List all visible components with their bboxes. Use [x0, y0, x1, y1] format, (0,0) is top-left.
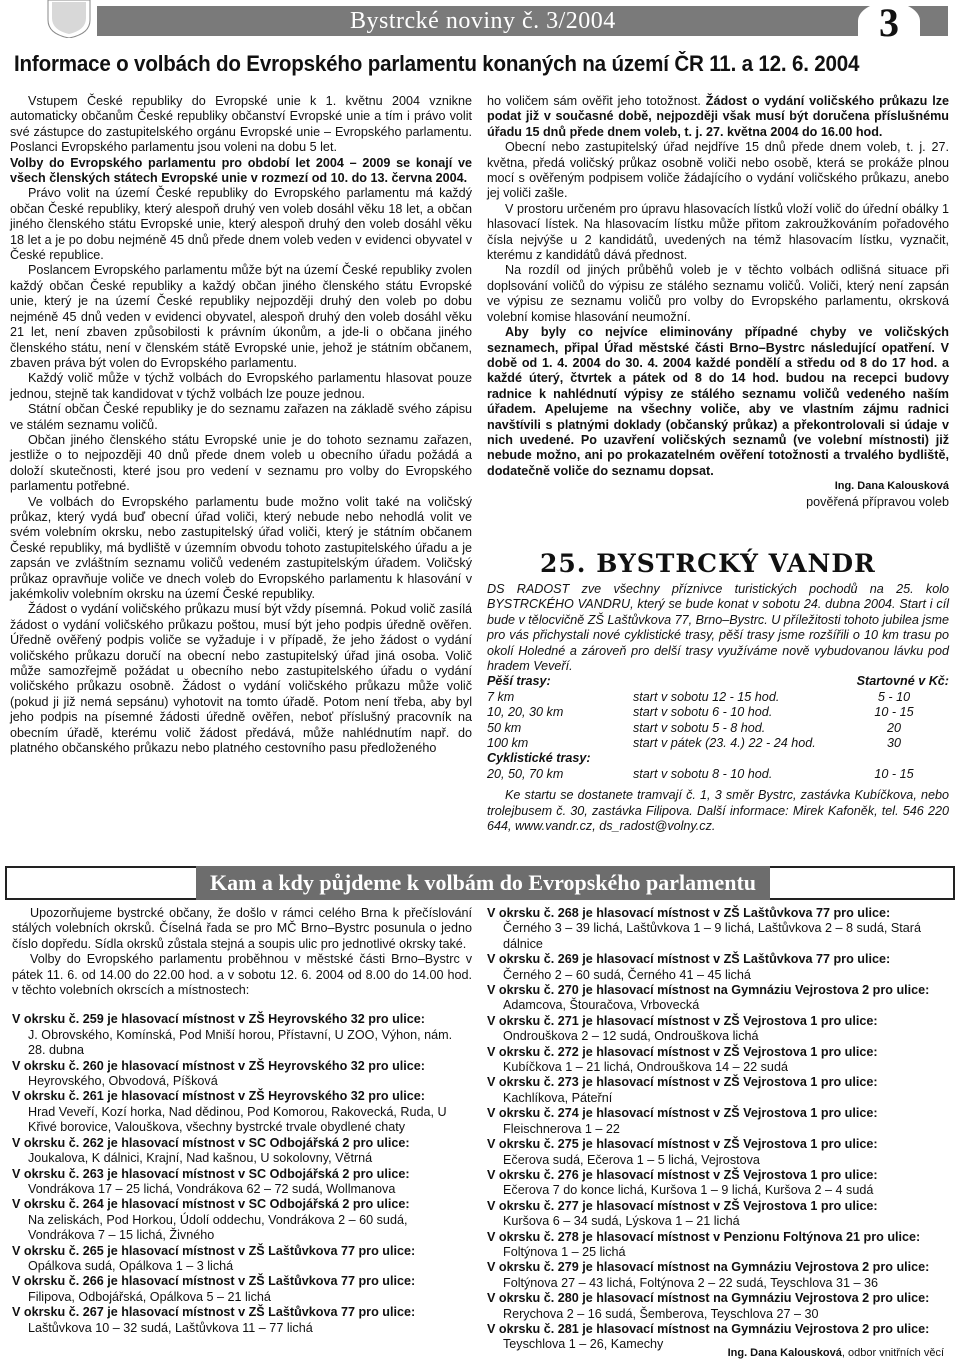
district-head: V okrsku č. 267 je hlasovací místnost v ZŠ Laštůvkova 77 pro ulice:: [12, 1305, 416, 1320]
route-start: start v pátek (23. 4.) 22 - 24 hod.: [633, 736, 816, 751]
district-head: V okrsku č. 272 je hlasovací místnost v ZŠ Vejrostova 1 pro ulice:: [487, 1044, 878, 1059]
page-number: 3: [879, 0, 899, 45]
district-list: [487, 906, 949, 1353]
district-head: V okrsku č. 273 je hlasovací místnost v ZŠ Vejrostova 1 pro ulice:: [487, 1075, 878, 1090]
vandr-outro: Ke startu se dostanete tramvají č. 1, 3 směr Bystrc, zastávka Kubíčkova, nebo trolejbusem č. 30, zastávka Filipova. Další informace: Mirek Kafoněk, tel. 546 220 644, www.vandr.cz, ds_radost@volny.cz.: [487, 788, 949, 834]
list-item: [487, 1075, 949, 1106]
table-row: [487, 705, 949, 720]
list-item: [487, 906, 949, 952]
district-head: V okrsku č. 260 je hlasovací místnost v ZŠ Heyrovského 32 pro ulice:: [12, 1058, 425, 1073]
footer-role: , odbor vnitřních věcí: [841, 1347, 944, 1359]
list-item: [487, 1014, 949, 1045]
district-head: V okrsku č. 261 je hlasovací místnost v ZŠ Heyrovského 32 pro ulice:: [12, 1089, 425, 1104]
table-row: [487, 690, 949, 705]
district-head: V okrsku č. 271 je hlasovací místnost v ZŠ Vejrostova 1 pro ulice:: [487, 1013, 878, 1028]
district-streets: Fleischnerova 1 – 22: [503, 1121, 620, 1136]
district-head: V okrsku č. 276 je hlasovací místnost v ZŠ Vejrostova 1 pro ulice:: [487, 1167, 878, 1182]
district-streets: Adamcova, Štouračova, Vrbovecká: [503, 998, 700, 1013]
district-streets: Vondrákova 17 – 25 lichá, Vondrákova 62 – 72 sudá, Wollmanova: [28, 1181, 396, 1196]
district-streets: Laštůvkova 10 – 32 sudá, Laštůvkova 11 – 77 lichá: [28, 1320, 313, 1335]
district-head: V okrsku č. 270 je hlasovací místnost na Gymnáziu Vejrostova 2 pro ulice:: [487, 983, 930, 998]
district-streets: Rerychova 2 – 16 sudá, Šemberova, Teyschlova 27 – 30: [503, 1306, 819, 1321]
paragraph: Vstupem České republiky do Evropské unie k 1. květnu 2004 vznikne automaticky občanům České republiky občanství Evropské unie a tím i právo volit své zástupce do zastupitelského orgánu Evropské unie – Evropského parlamentu. Poslanci Evropského parlamentu jsou voleni na dobu 5 let.: [10, 94, 472, 155]
district-streets: Foltýnova 27 – 43 lichá, Foltýnova 2 – 22 sudá, Teyschlova 31 – 36: [503, 1275, 879, 1290]
paragraph: Volby do Evropského parlamentu proběhnou v městské části Brno–Bystrc v pátek 11. 6. od 14.00 do 22.00 hod. a v sobotu 12. 6. 2004 od 8.00 do 14.00 hod. v těchto volebních okrscích a místnostech:: [12, 952, 472, 998]
paragraph: Ve volbách do Evropského parlamentu bude možno volit také na voličský průkaz, který vydá buď obecní úřad voliči, který nebude nebo nehodlá volit ve svém volebním okrsku, nebo zastupitelský úřad voliči, který je státním občanem České republiky, má bydliště v územním obvodu tohoto zastupitelského úřadu a je zapsán ve zvláštním seznamu voličů vedeném zastupitelským úřadem. Voličský průkaz opravňuje voliče ve dnech voleb do Evropského parlamentu k hlasování v jakémkoliv volebním okrsku na území České republiky.: [10, 494, 472, 601]
masthead: [0, 0, 960, 48]
paper-name: Bystrcké noviny č. 3/2004: [350, 8, 616, 34]
district-streets: Ečerova 7 do konce lichá, Kuršova 1 – 9 lichá, Kuršova 2 – 4 sudá: [503, 1183, 874, 1198]
list-item: [487, 952, 949, 983]
paragraph: Občan jiného členského státu Evropské unie je do tohoto seznamu zařazen, jestliže o to nejpozději 40 dnů přede dnem voleb u obecního úřadu požádá a doloží skutečnosti, které jsou pro vedení v seznamu pro volby do Evropského parlamentu potřebné.: [10, 432, 472, 494]
paragraph-bold: Aby byly co nejvíce eliminovány případné chyby ve voličských seznamech, připal Úřad městské části Brno–Bystrc následující opatření. V době od 1. 4. 2004 do 30. 4. 2004 každé pondělí a středu od 8 do 17 hod. a každé úterý, čtvrtek a pátek od 8 do 14 hod. budou na recepci budovy radnice k nahlédnutí výpisy ze stálého seznamu voličů vedeného naším úřadem. Apelujeme na všechny voliče, aby ve vlastním zájmu radnici navštívili s platnými doklady (občanský průkaz) a překontrolovali si údaje v nich uvedené. Po uzavření voličských seznamů (ve volební místnosti) již nebude možno, ani po prokazatelném ověření totožnosti a trvalého bydliště, dodatečně voliče do seznamu dopsat.: [487, 325, 949, 478]
list-item: [487, 1291, 949, 1322]
district-streets: Na zeliskách, Pod Horkou, Údolí oddechu, Vondrákova 2 – 60 sudá, Vondrákova 7 – 15 lichá, Živného: [28, 1212, 408, 1243]
route-table-header: [487, 674, 949, 689]
list-item: [12, 1197, 472, 1243]
vandr-article: [487, 582, 949, 835]
box-left-column: [12, 906, 472, 1336]
paragraph: Poslancem Evropského parlamentu může být na území České republiky zvolen každý občan České republiky a každý občan jiného členského státu Evropské unie, který je na území České republiky nejpozději druhý den voleb po dobu nejméně 45 dnů veden v evidenci obyvatel, alespoň druhý den voleb dosáhl věku 21 let, není zbaven způsobilosti k právním úkonům, a jde-li o občana jiného členského státu, není v členském státě Evropské unie, jehož je státním občanem, zbaven práva být volen do Evropského parlamentu.: [10, 263, 472, 370]
footer-name: Ing. Dana Kalousková: [727, 1347, 842, 1359]
district-head: V okrsku č. 277 je hlasovací místnost v ZŠ Vejrostova 1 pro ulice:: [487, 1198, 878, 1213]
district-head: V okrsku č. 275 je hlasovací místnost v ZŠ Vejrostova 1 pro ulice:: [487, 1137, 878, 1152]
signature: [487, 479, 949, 494]
district-streets: Opálkova sudá, Opálkova 1 – 3 lichá: [28, 1258, 234, 1273]
paragraph: V prostoru určeném pro úpravu hlasovacích lístků vloží volič do úřední obálky 1 hlasovací lístek. Na hlasovacím lístku může přitom zakroužkováním pořadového čísla nejvýše u 2 kandidátů, uvedených na témž hlasovacím lístku, vyznačit, kterému z kandidátů dává přednost.: [487, 201, 949, 263]
list-item: [487, 1199, 949, 1230]
list-item: [487, 1137, 949, 1168]
list-item: [487, 983, 949, 1014]
box-right-column: [487, 906, 949, 1353]
route-distance: 100 km: [487, 736, 529, 751]
paragraph: Žádost o vydání voličského průkazu musí být vždy písemná. Pokud volič zasílá žádost o vydání voličského průkazu poštou, musí být jeho podpis úředně ověřen. Úředně ověřený podpis voliče se vyžaduje i v případě, že jeho žádost o vydání voličského průkazu doručí na obecní nebo zastupitelský úřad jiná osoba. Volič může samozřejmě požádat u obecního nebo zastupitelského úřadu o vydání voličského průkazu osobně. Žádost o vydání voličského průkazu může volič (pokud ji již nemá sepsánu) vyhotovit na tomto úřadě. Potom není třeba, aby byl jeho podpis na písemné žádosti úředně ověřen, neboť příslušný pracovník na obecním úřadě, kterému volič žádost předává, může nahlédnutím např. do platného občanského průkazu nebo platného cestovního pasu předloženého: [10, 602, 472, 756]
signature-role: pověřená přípravou voleb: [806, 494, 949, 509]
vandr-title: 25. BYSTRCKÝ VANDR: [540, 549, 876, 578]
list-item: [487, 1045, 949, 1076]
route-fee: 5 - 10: [877, 689, 911, 704]
paragraph: Obecní nebo zastupitelský úřad nejdříve 15 dnů přede dnem voleb, t. j. 27. května, předá voličský průkaz osobně voliči nebo osobě, která se prokáže plnou mocí s ověřeným podpisem voliče žádajícího o vydání voličského průkazu, anebo jej voliči zašle.: [487, 140, 949, 201]
district-streets: Černého 2 – 60 sudá, Černého 41 – 45 lichá: [503, 967, 751, 982]
paragraph: [487, 94, 949, 140]
district-head: V okrsku č. 278 je hlasovací místnost v Penzionu Foltýnova 21 pro ulice:: [487, 1229, 921, 1244]
vandr-intro: DS RADOST zve všechny příznivce turistických pochodů na 25. kolo BYSTRCKÉHO VANDRU, který se bude konat v sobotu 24. dubna 2004. Start i cíl bude v tělocvičně ZŠ Laštůvkova 77, Brno–Bystrc. U příležitosti tohoto jubilea jsme pro vás přichystali nové cyklistické trasy, pěší trasy jsme rozšířili o 10 km trasu po okolí Holedné a zároveň pro delší trasy využíváme nově vybudovanou lávku pod hradem Veveří.: [487, 582, 949, 674]
footer-signature: [728, 1346, 944, 1361]
route-fee: 20: [886, 720, 901, 735]
table-row: [487, 767, 949, 782]
list-item: [12, 1167, 472, 1198]
district-streets: Filipova, Odbojářská, Opálkova 5 – 21 lichá: [28, 1289, 271, 1304]
district-head: V okrsku č. 279 je hlasovací místnost na Gymnáziu Vejrostova 2 pro ulice:: [487, 1260, 930, 1275]
headline: Informace o volbách do Evropského parlamentu konaných na území ČR 11. a 12. 6. 2004: [14, 51, 860, 76]
paragraph-bold: Volby do Evropského parlamentu pro období let 2004 – 2009 se konají ve všech členských státech Evropské unie v rozmezí od 10. do 13. června 2004.: [10, 155, 472, 186]
walking-label: Pěší trasy:: [487, 674, 551, 689]
district-streets: Heyrovského, Obvodová, Píšková: [28, 1074, 218, 1089]
city-crest-icon: [44, 0, 94, 38]
list-item: [487, 1230, 949, 1261]
district-head: V okrsku č. 266 je hlasovací místnost v ZŠ Laštůvkova 77 pro ulice:: [12, 1274, 416, 1289]
route-start: start v sobotu 6 - 10 hod.: [633, 705, 773, 720]
route-fee: 30: [886, 736, 901, 751]
district-head: V okrsku č. 264 je hlasovací místnost v SC Odbojářská 2 pro ulice:: [12, 1197, 410, 1212]
paragraph: Státní občan České republiky je do seznamu zařazen na základě svého zápisu ve stálém seznamu voličů.: [10, 402, 472, 432]
paragraph-normal: ho voličem sám ověřit jeho totožnost.: [487, 94, 706, 108]
list-item: [12, 1012, 472, 1058]
cycling-label-row: [487, 751, 949, 766]
route-start: start v sobotu 8 - 10 hod.: [633, 766, 773, 781]
district-head: V okrsku č. 262 je hlasovací místnost v SC Odbojářská 2 pro ulice:: [12, 1135, 410, 1150]
district-head: V okrsku č. 259 je hlasovací místnost v ZŠ Heyrovského 32 pro ulice:: [12, 1012, 425, 1027]
district-streets: J. Obrovského, Komínská, Pod Mniší horou, Přístavní, U ZOO, Výhon, nám. 28. dubna: [28, 1027, 453, 1058]
list-item: [487, 1168, 949, 1199]
list-item: [487, 1106, 949, 1137]
section-title: Kam a kdy půjdeme k volbám do Evropského parlamentu: [196, 866, 770, 900]
right-column: [487, 94, 949, 510]
route-distance: 7 km: [487, 689, 515, 704]
district-streets: Teyschlova 1 – 26, Kamechy: [503, 1337, 664, 1352]
signature-name: Ing. Dana Kalousková: [834, 480, 949, 493]
route-distance: 10, 20, 30 km: [487, 705, 564, 720]
list-item: [12, 1136, 472, 1167]
district-streets: Ondrouškova 2 – 12 sudá, Ondrouškova lichá: [503, 1029, 759, 1044]
paragraph: Na rozdíl od jiných průběhů voleb je v těchto volbách odlišná situace při doplsování voličů do výpisu ze stálého seznamu voličů. Voliči, který není zapsán ve výpisu ze seznamu voličů pro volby do Evropského parlamentu, okrsková volební komise hlasování neumožní.: [487, 263, 949, 324]
district-head: V okrsku č. 265 je hlasovací místnost v ZŠ Laštůvkova 77 pro ulice:: [12, 1243, 416, 1258]
route-distance: 50 km: [487, 720, 522, 735]
table-row: [487, 736, 949, 751]
district-head: V okrsku č. 274 je hlasovací místnost v ZŠ Vejrostova 1 pro ulice:: [487, 1106, 878, 1121]
list-item: [12, 1059, 472, 1090]
paragraph: Každý volič může v týchž volbách do Evropského parlamentu hlasovat pouze jednou, stejně tak kandidovat v týchž volbách lze pouze jednou.: [10, 371, 472, 401]
route-fee: 10 - 15: [874, 766, 914, 781]
district-streets: Kubíčkova 1 – 21 lichá, Ondrouškova 14 – 22 sudá: [503, 1060, 788, 1075]
list-item: [12, 1089, 472, 1135]
district-head: V okrsku č. 280 je hlasovací místnost na Gymnáziu Vejrostova 2 pro ulice:: [487, 1291, 930, 1306]
route-start: start v sobotu 12 - 15 hod.: [633, 689, 780, 704]
district-list: [12, 1012, 472, 1336]
table-row: [487, 721, 949, 736]
route-start: start v sobotu 5 - 8 hod.: [633, 720, 766, 735]
list-item: [12, 1274, 472, 1305]
district-head: V okrsku č. 268 je hlasovací místnost v ZŠ Laštůvkova 77 pro ulice:: [487, 906, 891, 920]
list-item: [487, 1260, 949, 1291]
route-table: [487, 674, 949, 782]
district-streets: Kachlíkova, Páteřní: [503, 1090, 613, 1105]
paragraph: Upozorňujeme bystrcké občany, že došlo v rámci celého Brna k přečíslování stálých volebních okrsků. Číselná řada se pro MČ Brno–Bystrc posunula o jedno číslo dopředu. Sídla okrsků zůstala stejná a soupis ulic pro jednotlivé okrsky také.: [12, 906, 472, 951]
cycling-label: Cyklistické trasy:: [487, 751, 591, 766]
list-item: [12, 1244, 472, 1275]
paragraph-bold: Žádost o vydání voličského průkazu lze podat již v současné době, nejpozději však musí být doručena příslušnému úřadu 15 dnů přede dnem voleb, t. j. 27. května 2004 do 16.00 hod.: [487, 94, 949, 139]
fee-label: Startovné v Kč:: [856, 674, 949, 689]
district-streets: Černého 3 – 39 lichá, Laštůvkova 1 – 9 lichá, Laštůvkova 2 – 8 sudá, Stará dálnice: [503, 921, 921, 951]
district-head: V okrsku č. 269 je hlasovací místnost v ZŠ Laštůvkova 77 pro ulice:: [487, 952, 891, 967]
district-head: V okrsku č. 263 je hlasovací místnost v SC Odbojářská 2 pro ulice:: [12, 1166, 410, 1181]
list-item: [12, 1305, 472, 1336]
district-streets: Ečerova sudá, Ečerova 1 – 5 lichá, Vejrostova: [503, 1152, 760, 1167]
route-fee: 10 - 15: [874, 705, 914, 720]
left-column: [10, 94, 472, 756]
route-distance: 20, 50, 70 km: [487, 766, 564, 781]
district-streets: Hrad Veveří, Kozí horka, Nad dědinou, Pod Komorou, Rakovecká, Ruda, U Křivé borovice, Valouškova, všechny bystrcké trvale obydlené chaty: [28, 1104, 447, 1135]
district-streets: Kuršova 6 – 34 sudá, Lýskova 1 – 21 lichá: [503, 1214, 740, 1229]
district-streets: Joukalova, K dálnici, Krajní, Nad kašnou, U sokolovny, Větrná: [28, 1151, 373, 1166]
district-head: V okrsku č. 281 je hlasovací místnost na Gymnáziu Vejrostova 2 pro ulice:: [487, 1321, 930, 1336]
district-streets: Foltýnova 1 – 25 lichá: [503, 1244, 626, 1259]
paragraph: Právo volit na území České republiky do Evropského parlamentu má každý občan České republiky, který alespoň druhý ven voleb dosáhl věku 18 let, a občan jiného členského státu Evropské unie, který alespoň druhý den voleb dosáhl věku 18 let a je po dobu nejméně 45 dnů přede dnem voleb veden v evidenci obyvatel v České republice.: [10, 186, 472, 263]
